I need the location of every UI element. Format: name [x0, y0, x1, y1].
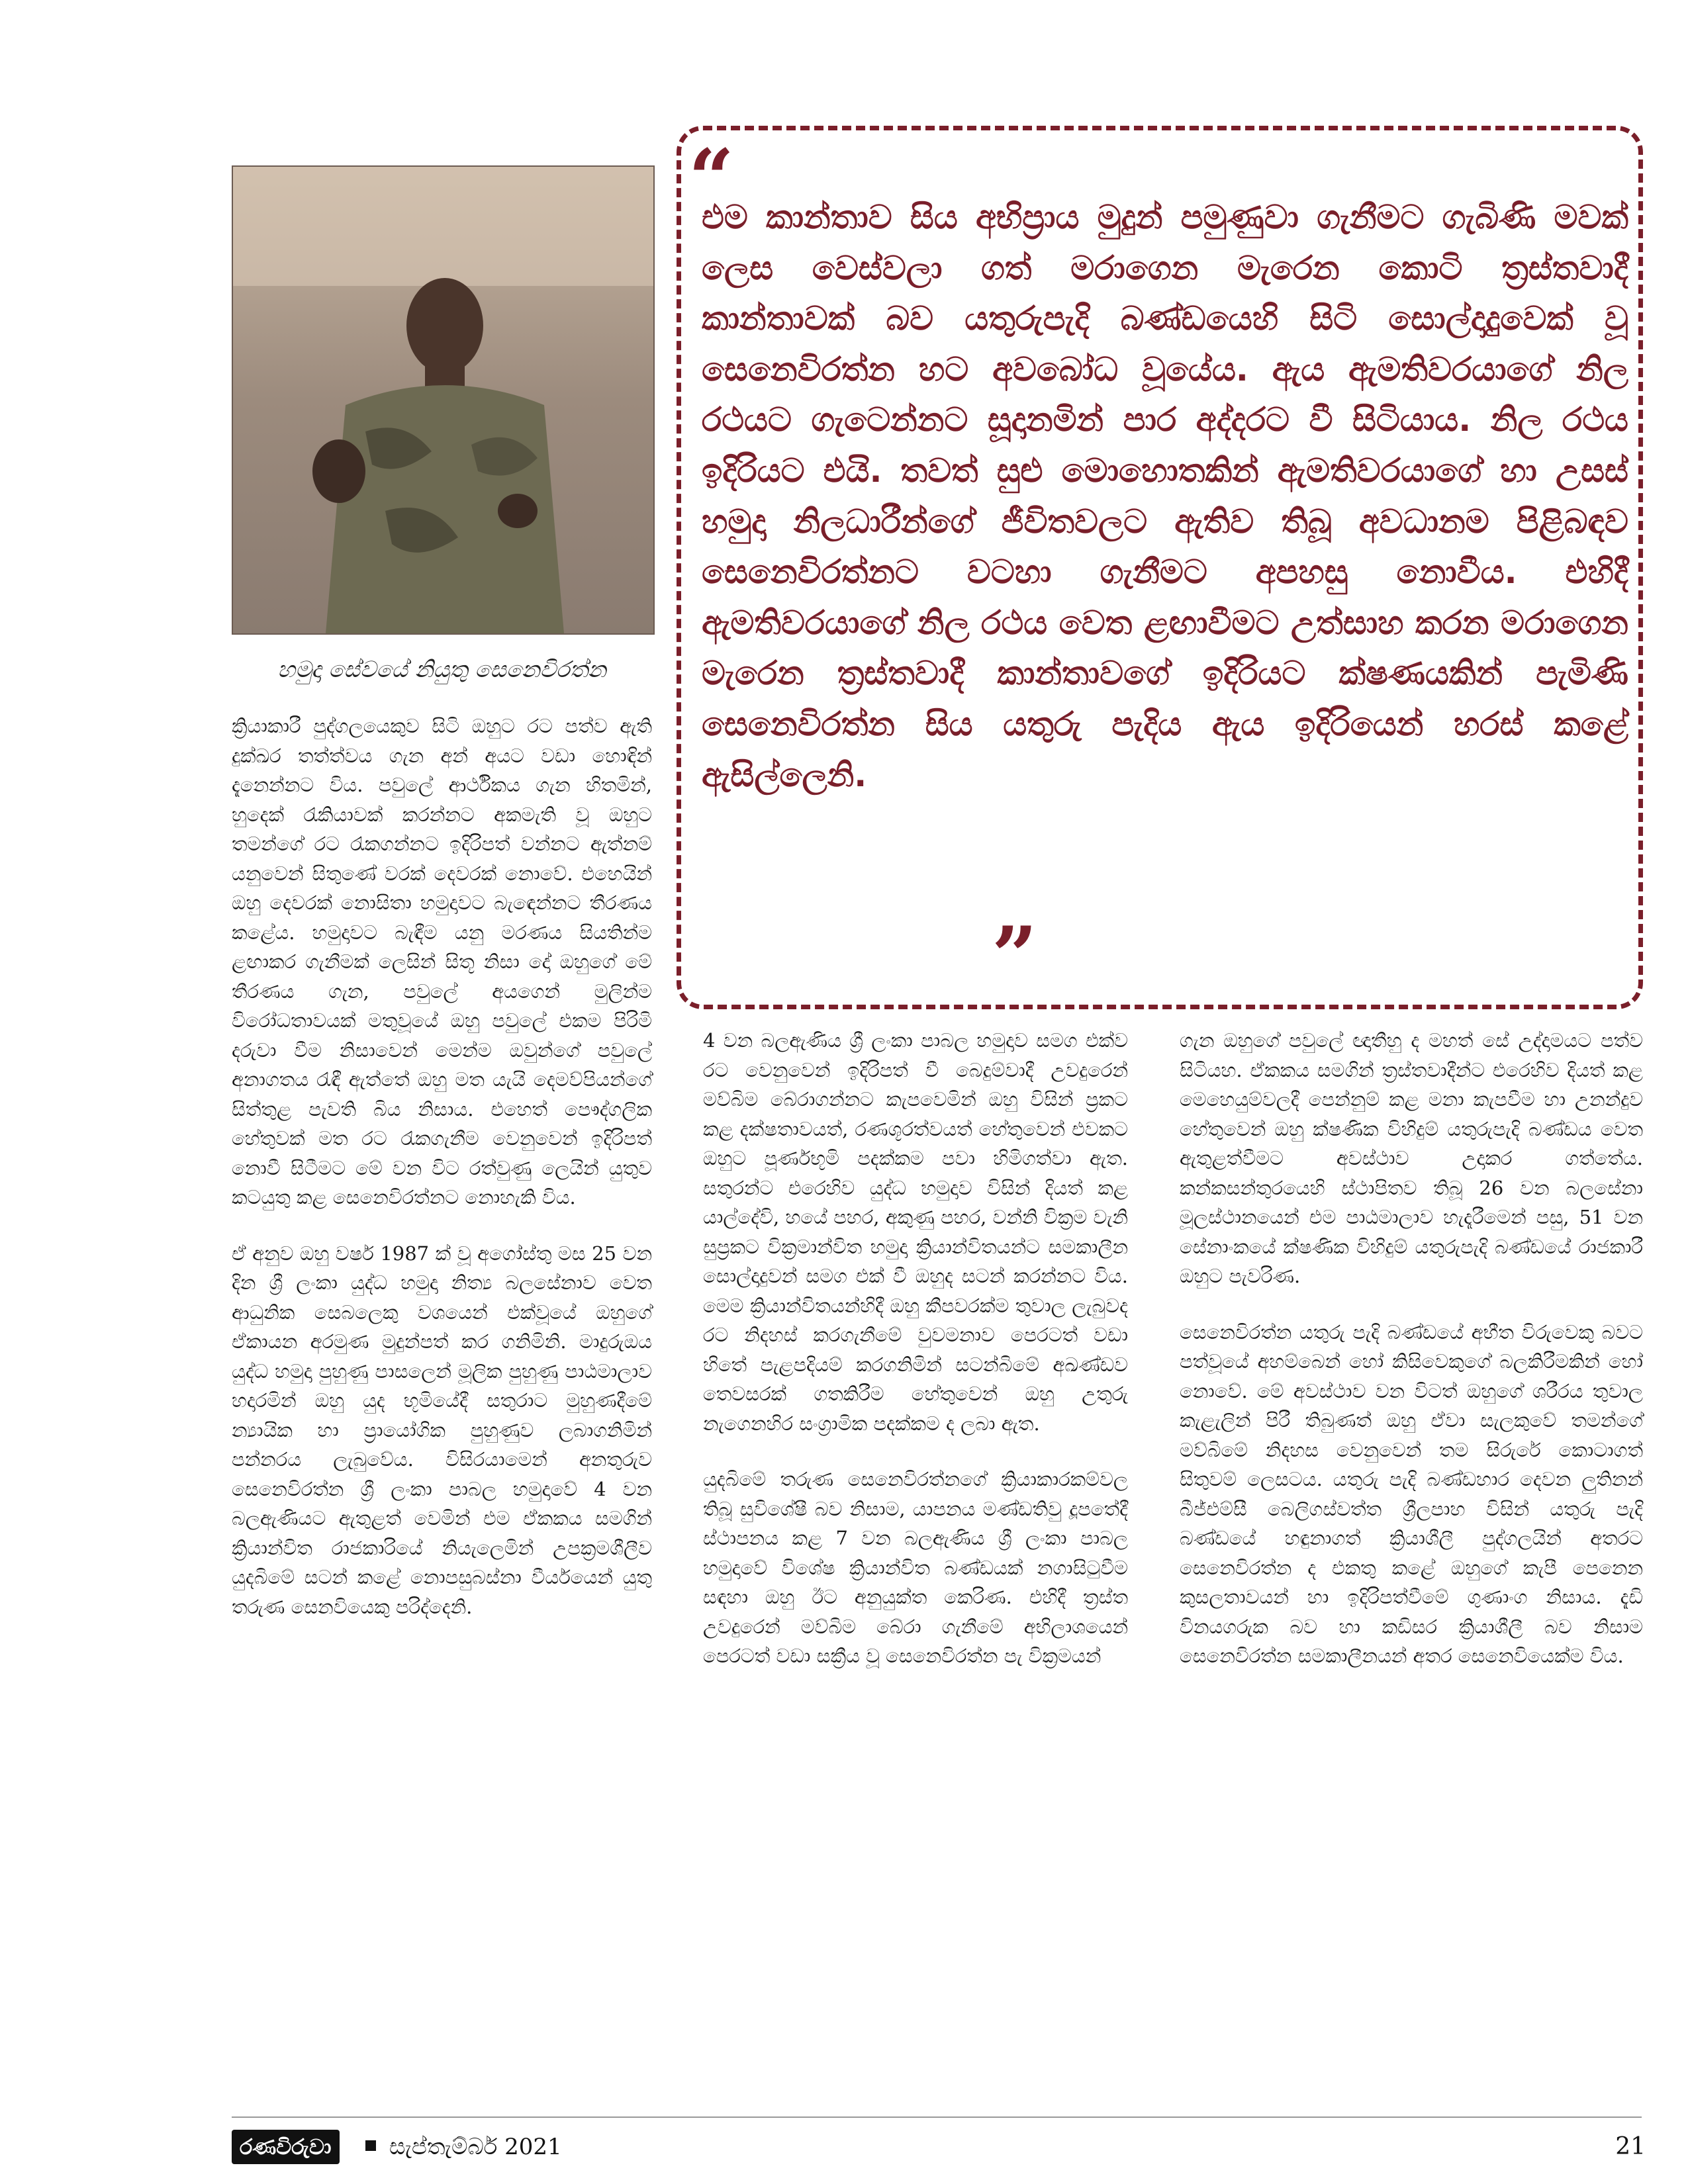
pullquote-text: එම කාන්තාව සිය අභිප්‍රාය මුදුන් පමුණුවා ගැනීමට ගැබිණි මවක් ලෙස වෙස්වලා ගත් මරාගෙන මැරෙන කොටි ත්‍රස්තවාදී කාන්තාවක් බව යතුරුපැදි බණ්ඩයෙහි සිටි සොල්දාදුවෙක් වූ සෙනෙවිරත්න හට අවබෝධ වූයේය. ඇය ඇමතිවරයාගේ නිල රථයට ගැටෙන්නට සූදානමින් පාර අද්දරට වී සිටියාය. නිල රථය ඉදිරියට එයි. තවත් සුළු මොහොතකින් ඇමතිවරයාගේ හා උසස් හමුදා නිලධාරීන්ගේ ජීවිතවලට ඇතිව තිබූ අවධානම පිළිබඳව සෙනෙවිරත්නට වටහා ගැනීමට අපහසු නොවීය. එහිදී ඇමතිවරයාගේ නිල රථය වෙත ළඟාවීමට උත්සාහ කරන මරාගෙන මැරෙන ත්‍රස්තවාදී කාන්තාවගේ ඉදිරියට ක්ෂණයකින් පැමිණි සෙනෙවිරත්න සිය යතුරු පැදිය ඇය ඉදිරියෙන් හරස් කළේ ඇසිල්ලෙනි. [702, 198, 1628, 794]
paragraph: ක්‍රියාකාරී පුද්ගලයෙකුව සිටි ඔහුට රට පත්ව ඇති දුක්ඛර තත්ත්වය ගැන අන් අයට වඩා හොඳින් දැනෙන්නට විය. පවුලේ ආර්ථිකය ගැන හිතමින්, හුදෙක් රැකියාවක් කරන්නට අකමැති වූ ඔහුට තමන්ගේ රට රැකගන්නට ඉදිරිපත් වන්නට ඇත්නම් යනුවෙන් සිතුණේ වරක් දෙවරක් නොවේ. එහෙයින් ඔහු දෙවරක් නොසිතා හමුදාවට බැඳෙන්නට තීරණය කළේය. හමුදාවට බැඳීම යනු මරණය සියතින්ම ළඟාකර ගැනීමක් ලෙසින් සිතූ නිසා දෝ ඔහුගේ මේ තීරණය ගැන, පවුලේ අයගෙන් මුලින්ම විරෝධතාවයක් මතුවූයේ ඔහු පවුලේ එකම පිරිමි දරුවා වීම නිසාවෙන් මෙන්ම ඔවුන්ගේ පවුලේ අනාගතය රැඳී ඇත්තේ ඔහු මත යැයි දෙමව්පියන්ගේ සිත්තුළ පැවති බිය නිසාය. එහෙත් පෞද්ගලික හේතුවක් මත රට රැකගැනීම වෙනුවෙන් ඉදිරිපත් නොවී සිටීමට මේ වන විට රත්වුණු ලෙයින් යුතුව කටයුතු කළ සෙනෙවිරත්නට නොහැකි විය. [232, 715, 652, 1208]
article-column-3 [1180, 1026, 1643, 1698]
paragraph: ඒ අනුව ඔහු වර්ෂ 1987 ක් වූ අගෝස්තු මස 25 වන දින ශ්‍රී ලංකා යුද්ධ හමුදා නිත්‍ය බලසේනාව වෙත ආධුනික සෙබලෙකු වශයෙන් එක්වූයේ ඔහුගේ ඒකායන අරමුණ මුදුන්පත් කර ගනිමිනි. මාදුරුඔය යුද්ධ හමුදා පුහුණු පාසලෙන් මූලික පුහුණු පාඨමාලාව හදාරමින් ඔහු යුද භූමියේදී සතුරාට මුහුණදීමේ න්‍යායික හා ප්‍රායෝගික පුහුණුව ලබාගනිමින් පන්නරය ලැබුවේය. විසිරයාමෙන් අනතුරුව සෙනෙවිරත්න ශ්‍රී ලංකා පාබල හමුදාවේ 4 වන බලඇණියට ඇතුළත් වෙමින් එම ඒකකය සමගින් ක්‍රියාන්විත රාජකාරියේ නියැලෙමින් උපක්‍රමශීලීව යුදබිමේ සටන් කළේ නොපසුබස්නා වීර්යයෙන් යුතු තරුණ සෙනවියෙකු පරිද්දෙනි. [232, 1242, 652, 1618]
photo-caption: හමුදා සේවයේ නියුතු සෙනෙවිරත්න [277, 657, 606, 683]
article-column-1 [232, 711, 652, 1648]
paragraph: 4 වන බලඇණිය ශ්‍රී ලංකා පාබල හමුදාව සමග එක්ව රට වෙනුවෙන් ඉදිරිපත් වී බෙදුම්වාදී උවදුරෙන් මව්බිම බේරාගන්නට කැපවෙමින් ඔහු විසින් ප්‍රකට කළ දක්ෂතාවයත්, රණශූරත්වයත් හේතුවෙන් එවකට ඔහුට පූර්ණභූමි පදක්කම පවා හිමිගත්වා ඇත. සතුරන්ට එරෙහිව යුද්ධ හමුදාව විසින් දියත් කළ යාල්දේවි, හයේ පහර, අකුණු පහර, වන්නි වික්‍රම වැනි සුප්‍රකට වික්‍රමාන්විත හමුදා ක්‍රියාන්විතයන්ට සමකාලීන සොල්දාදුවන් සමග එක් වී ඔහුද සටන් කරන්නට විය. මෙම ක්‍රියාන්විතයන්හිදී ඔහු කීපවරක්ම තුවාල ලැබුවද රට නිදහස් කරගැනීමේ වුවමනාව පෙරටත් වඩා හිතේ පැළපදියම් කරගනිමින් සටන්බිමේ අඛණ්ඩව තෙවසරක් ගතකිරීම හේතුවෙන් ඔහු උතුරු නැගෙනහිර සංග්‍රාමික පදක්කම ද ලබා ඇත. [703, 1029, 1128, 1435]
soldier-photo-illustration [233, 167, 653, 633]
issue-date: සැප්තැම්බර් 2021 [389, 2134, 562, 2160]
page-number: 21 [1615, 2133, 1646, 2160]
magazine-brand: රණවිරුවා [232, 2130, 340, 2164]
open-quote-mark: “ [688, 132, 735, 225]
paragraph: යුදබිමේ තරුණ සෙනෙවිරත්නගේ ක්‍රියාකාරකම්වල තිබූ සුවිශේෂී බව නිසාම, යාපනය මණ්ඩතිවු දූපතේදී ස්ථාපනය කළ 7 වන බලඇණිය ශ්‍රී ලංකා පාබල හමුදාවේ විශේෂ ක්‍රියාන්විත බණ්ඩයක් නගාසිටුවීම සඳහා ඔහු ඊට අනුයුක්ත කෙරිණ. එහිදී ත්‍රස්ත උවදුරෙන් මව්බිම බේරා ගැනීමේ අභිලාශයෙන් පෙරටත් වඩා සක්‍රීය වූ සෙනෙවිරත්න පැ වික්‍රමයන් [703, 1468, 1128, 1667]
footer-rule [232, 2116, 1642, 2118]
article-column-2 [703, 1026, 1128, 1698]
soldier-photo [232, 165, 655, 635]
paragraph: ගැන ඔහුගේ පවුලේ ඥාතීහු ද මහත් සේ උද්දාමයට පත්ව සිටියහ. ඒකකය සමගින් ත්‍රස්තවාදීන්ට එරෙහිව දියත් කළ මෙහෙයුම්වලදී පෙන්නුම් කළ මනා කැපවීම හා උනන්දුව හේතුවෙන් ඔහු ක්ෂණික විහිදුම් යතුරුපැදි බණ්ඩය වෙත ඇතුළත්වීමට අවස්ථාව උදාකර ගත්තේය. කන්කසන්තුරයෙහි ස්ථාපිතව තිබූ 26 වන බලසේනා මූලස්ථානයෙන් එම පාඨමාලාව හැදෑරීමෙන් පසු, 51 වන සේනාංකයේ ක්ෂණික විහිදුම් යතුරුපැදි බණ්ඩයේ රාජකාරී ඔහුට පැවරිණ. [1180, 1029, 1643, 1287]
paragraph: සෙනෙවිරත්න යතුරු පැදි බණ්ඩයේ අභීත විරුවෙකු බවට පත්වූයේ අහම්බෙන් හෝ කිසිවෙකුගේ බලකිරීමකින් හෝ නොවේ. මේ අවස්ථාව වන විටත් ඔහුගේ ශරීරය තුවාල කැළැලින් පිරී තිබුණත් ඔහු ඒවා සැලකුවේ තමන්ගේ මව්බිමේ නිදහස වෙනුවෙන් තම සිරුරේ කොටාගත් සිතුවම් ලෙසටය. යතුරු පැදි බණ්ඩහාර දෙවන ලුතිනන් බීජ්එම්සී බෙලිගස්වත්ත ශ්‍රීලපාහ විසින් යතුරු පැදි බණ්ඩයේ හඳුනාගත් ක්‍රියාශීලී පුද්ගලයින් අතරට සෙනෙවිරත්න ද එකතු කළේ ඔහුගේ කැපී පෙනෙන කුසලතාවයන් හා ඉදිරිපත්වීමේ ගුණාංග නිසාය. දැඩි විනයගරුක බව හා කඩිසර ක්‍රියාශීලී බව නිසාම සෙනෙවිරත්න සමකාලීනයන් අතර සෙනෙවියෙක්ම විය. [1180, 1320, 1643, 1667]
bullet-icon [365, 2140, 376, 2151]
close-quote-mark: ” [992, 909, 1038, 1003]
